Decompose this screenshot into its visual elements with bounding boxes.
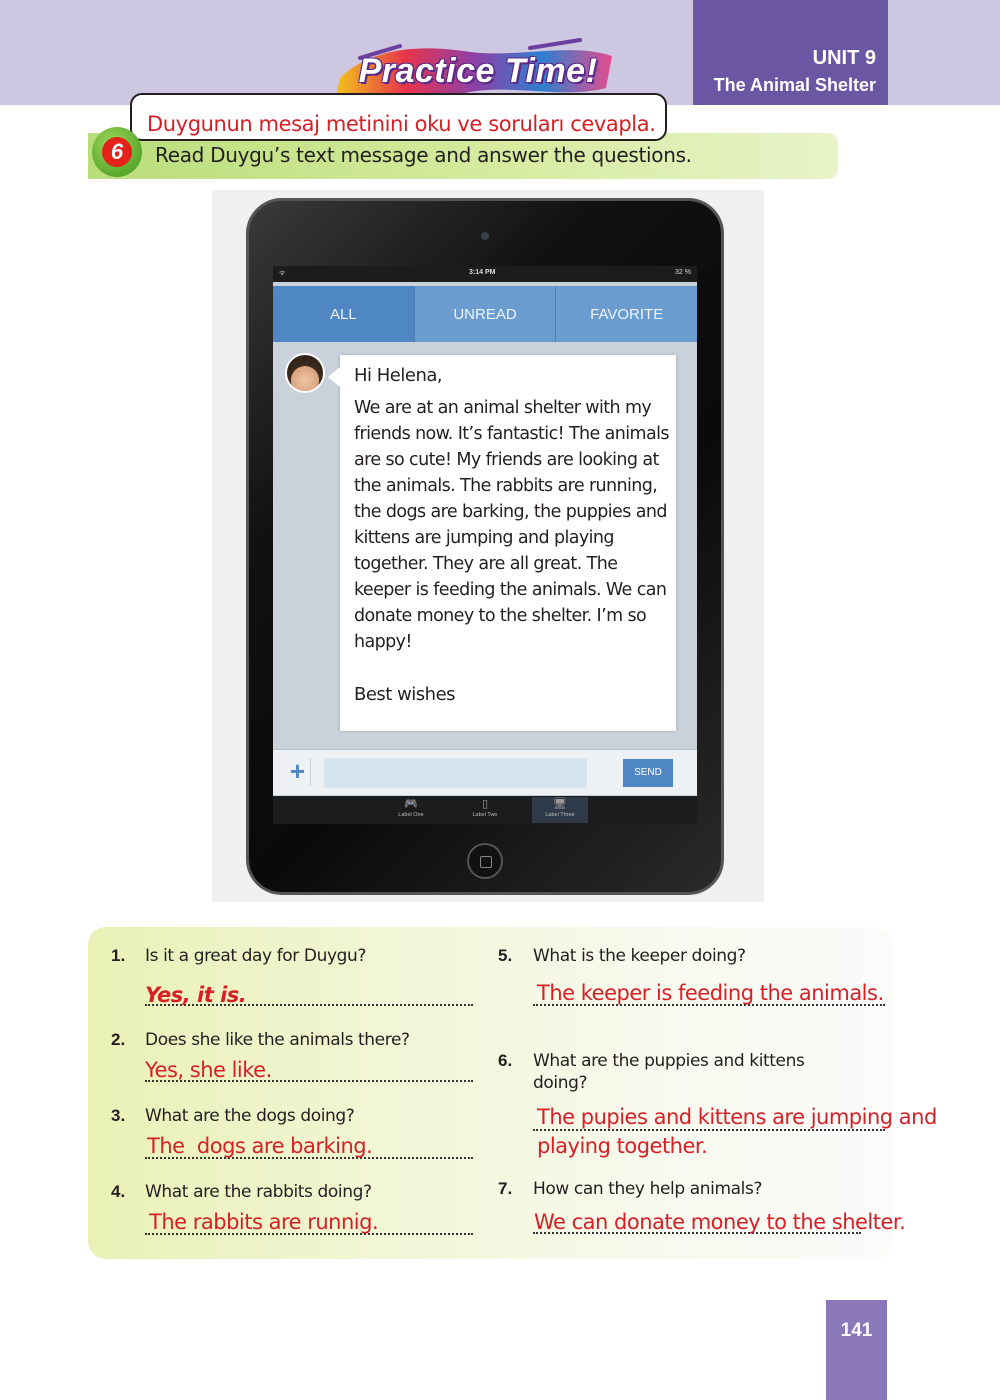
question-5: What is the keeper doing? (533, 946, 746, 966)
question-4: What are the rabbits doing? (145, 1182, 372, 1202)
avatar (285, 353, 325, 393)
instruction-english: Read Duygu’s text message and answer the questions. (155, 143, 692, 167)
answer-6: The pupies and kittens are jumping and (537, 1105, 937, 1129)
question-7: How can they help animals? (533, 1179, 763, 1199)
tabbar-item-one[interactable]: 🎮 Label One (383, 797, 439, 823)
message-input-bar (273, 749, 697, 795)
tab-favorite[interactable]: FAVORITE (590, 306, 664, 323)
practice-time-title: Practice Time! (358, 52, 598, 90)
answer-6-continued: playing together. (537, 1134, 708, 1158)
unit-badge (693, 0, 888, 105)
answer-1: Yes, it is. (145, 983, 247, 1007)
question-6: What are the puppies and kittens (533, 1051, 805, 1071)
gamepad-icon: 🎮 (404, 798, 418, 810)
answer-3: The dogs are barking. (147, 1134, 373, 1158)
question-5-number: 5. (498, 946, 513, 965)
answer-4: The rabbits are runnig. (149, 1210, 379, 1234)
question-6-number: 6. (498, 1051, 513, 1070)
add-attachment-button[interactable]: + (285, 758, 311, 786)
question-1-number: 1. (111, 946, 126, 965)
status-time: 3:14 PM (469, 269, 496, 276)
unit-number: UNIT 9 (812, 47, 876, 69)
instruction-turkish: Duygunun mesaj metinini oku ve soruları cevapla. (147, 112, 656, 136)
answer-7: We can donate money to the shelter. (534, 1210, 906, 1234)
answer-2: Yes, she like. (145, 1058, 272, 1082)
question-2-number: 2. (111, 1030, 126, 1049)
message-tabs (273, 286, 697, 342)
message-input[interactable] (324, 758, 587, 788)
question-4-number: 4. (111, 1182, 126, 1201)
question-6-continued: doing? (533, 1073, 588, 1093)
message-body: We are at an animal shelter with my friends now. It’s fantastic! The animals are so cute! My friends are looking at the animals. The rabbits are running, the dogs are barking, the puppies and kittens are jumping and playing together. They are all great. The keeper is feeding the animals. We can donate money to the shelter. I’m so happy! (354, 398, 669, 652)
status-bar (273, 266, 697, 282)
answer-5: The keeper is feeding the animals. (537, 981, 884, 1005)
tab-all[interactable]: ALL (273, 286, 415, 342)
exercise-number: 6 (102, 137, 132, 167)
camera-icon (481, 232, 489, 240)
home-button (467, 843, 503, 879)
tabbar-item-two[interactable]: ▯ Label Two (457, 797, 513, 823)
monitor-icon: 🖥 (553, 798, 567, 810)
battery-level: 32 % (675, 269, 691, 276)
device-icon: ▯ (481, 798, 489, 810)
tab-unread[interactable]: UNREAD (415, 286, 557, 342)
wifi-icon: ᯤ (279, 270, 286, 277)
page-number: 141 (826, 1300, 887, 1400)
message-greeting: Hi Helena, (354, 365, 443, 386)
message-bubble (340, 355, 676, 731)
question-3: What are the dogs doing? (145, 1106, 355, 1126)
tabbar-item-three[interactable]: 🖥 Label Three (532, 797, 588, 823)
question-7-number: 7. (498, 1179, 513, 1198)
tablet-screen (273, 266, 697, 824)
send-button[interactable]: SEND (623, 759, 673, 787)
unit-title: The Animal Shelter (713, 75, 876, 95)
answer-line-6a (533, 1129, 885, 1131)
question-1: Is it a great day for Duygu? (145, 946, 367, 966)
question-3-number: 3. (111, 1106, 126, 1125)
message-closing: Best wishes (354, 684, 456, 705)
bottom-tab-bar (273, 796, 697, 824)
question-2: Does she like the animals there? (145, 1030, 410, 1050)
